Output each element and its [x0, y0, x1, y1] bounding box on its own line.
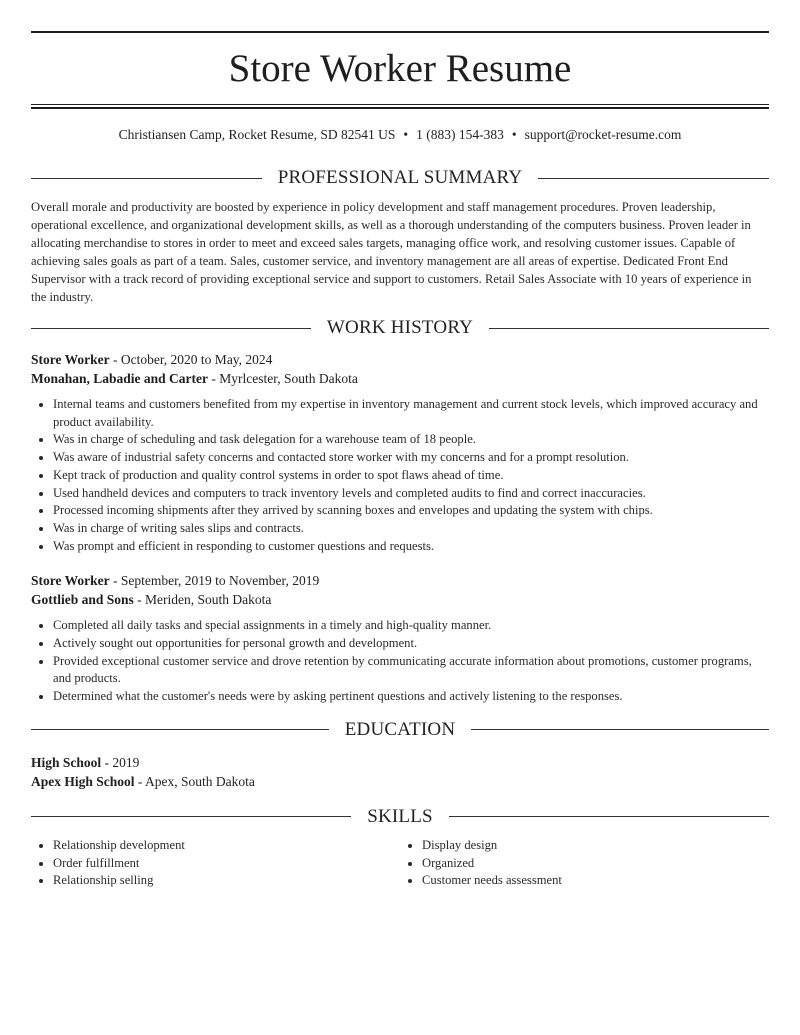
job-company: Gottlieb and Sons [31, 592, 134, 608]
bullet-separator: • [403, 127, 409, 142]
list-item: • Provided exceptional customer service and drove retention by communicating accurate information about promotions, customer programs, and products. [53, 653, 769, 688]
job-company-line [31, 369, 769, 388]
section-title: EDUCATION [344, 718, 456, 740]
divider-line [471, 729, 769, 730]
list-item: • Processed incoming shipments after they arrived by scanning boxes and envelopes and updating the system with chips. [53, 502, 769, 520]
job-entry [31, 571, 769, 706]
section-header-work [31, 316, 769, 340]
list-item: • Determined what the customer's needs were by asking pertinent questions and actively listening to the responses. [53, 688, 769, 706]
skills-grid [31, 837, 769, 890]
divider-line [538, 178, 769, 179]
job-title: Store Worker [31, 352, 110, 367]
divider-line [489, 328, 769, 329]
resume-page [31, 31, 769, 890]
skills-column-left [31, 837, 400, 890]
job-location: - Meriden, South Dakota [133, 592, 272, 608]
contact-email: support@rocket-resume.com [524, 127, 682, 142]
education-school: Apex High School [31, 774, 135, 790]
education-location: - Apex, South Dakota [134, 774, 255, 790]
education-degree-line [31, 753, 769, 773]
page-title: Store Worker Resume [228, 47, 572, 90]
skill-item: • Order fulfillment [53, 855, 400, 873]
section-header-skills [31, 805, 769, 829]
skills-column-right [400, 837, 769, 890]
skill-item: • Relationship selling [53, 872, 400, 890]
summary-text: Overall morale and productivity are boosted by experience in policy development and staff management procedures. Proven leadership, operational excellence, and organizational development skills, as well as a thorough understanding of the computers business. Proven leader in allocating merchandise to stores in order to meet and exceed sales targets, managing office work, and resolving customer issues. Capable of achieving sales goals as part of a team. Sales, customer service, and inventory management are all areas of expertise. Dedicated Front End Supervisor with a track record of providing exceptional service and support to customers. Retail Sales Associate with 10 years of experience in the industry. [31, 200, 752, 304]
divider-line [31, 328, 311, 329]
job-dates: - September, 2019 to November, 2019 [109, 573, 320, 589]
list-item: • Completed all daily tasks and special assignments in a timely and high-quality manner. [53, 617, 769, 635]
education-year: - 2019 [101, 754, 140, 770]
list-item: • Was prompt and efficient in responding to customer questions and requests. [53, 538, 769, 556]
rule-line-thin [31, 104, 769, 105]
list-item: • Was in charge of writing sales slips and contracts. [53, 520, 769, 538]
job-title: Store Worker [31, 573, 110, 589]
job-title-line [31, 350, 769, 369]
job-bullets [31, 396, 769, 555]
job-company-line [31, 590, 769, 609]
list-item: • Was aware of industrial safety concerns and contacted store worker with my concerns and for a prompt resolution. [53, 449, 769, 467]
skill-item: • Display design [422, 837, 769, 855]
education-school-line [31, 772, 769, 792]
bullet-separator: • [511, 127, 517, 142]
job-dates: - October, 2020 to May, 2024 [109, 352, 273, 367]
job-bullets [31, 617, 769, 706]
rule-line-thick [31, 107, 769, 109]
contact-phone: 1 (883) 154-383 [416, 127, 504, 142]
education-degree: High School [31, 754, 102, 770]
contact-address: Christiansen Camp, Rocket Resume, SD 82541 US [118, 127, 396, 142]
divider-line [31, 729, 329, 730]
list-item: • Actively sought out opportunities for personal growth and development. [53, 635, 769, 653]
skill-item: • Customer needs assessment [422, 872, 769, 890]
list-item: • Kept track of production and quality control systems in order to spot flaws ahead of time. [53, 467, 769, 485]
job-title-line [31, 571, 769, 590]
job-company: Monahan, Labadie and Carter [31, 371, 209, 386]
top-rule [31, 31, 769, 33]
section-title: SKILLS [367, 805, 433, 827]
job-entry [31, 350, 769, 555]
section-title: PROFESSIONAL SUMMARY [277, 167, 523, 188]
list-item: • Used handheld devices and computers to track inventory levels and completed audits to find and correct inaccuracies. [53, 485, 769, 503]
skill-item: • Organized [422, 855, 769, 873]
section-title: WORK HISTORY [326, 317, 474, 338]
section-header-education [31, 718, 769, 742]
list-item: • Internal teams and customers benefited from my expertise in inventory management and current stock levels, which improved accuracy and product availability. [53, 396, 769, 431]
list-item: • Was in charge of scheduling and task delegation for a warehouse team of 18 people. [53, 431, 769, 449]
job-location: - Myrlcester, South Dakota [208, 371, 358, 386]
contact-line [31, 126, 769, 144]
divider-line [449, 816, 769, 817]
title-double-rule [31, 104, 769, 109]
divider-line [31, 816, 351, 817]
education-entry [31, 753, 769, 792]
divider-line [31, 178, 262, 179]
section-header-summary [31, 166, 769, 190]
skill-item: • Relationship development [53, 837, 400, 855]
